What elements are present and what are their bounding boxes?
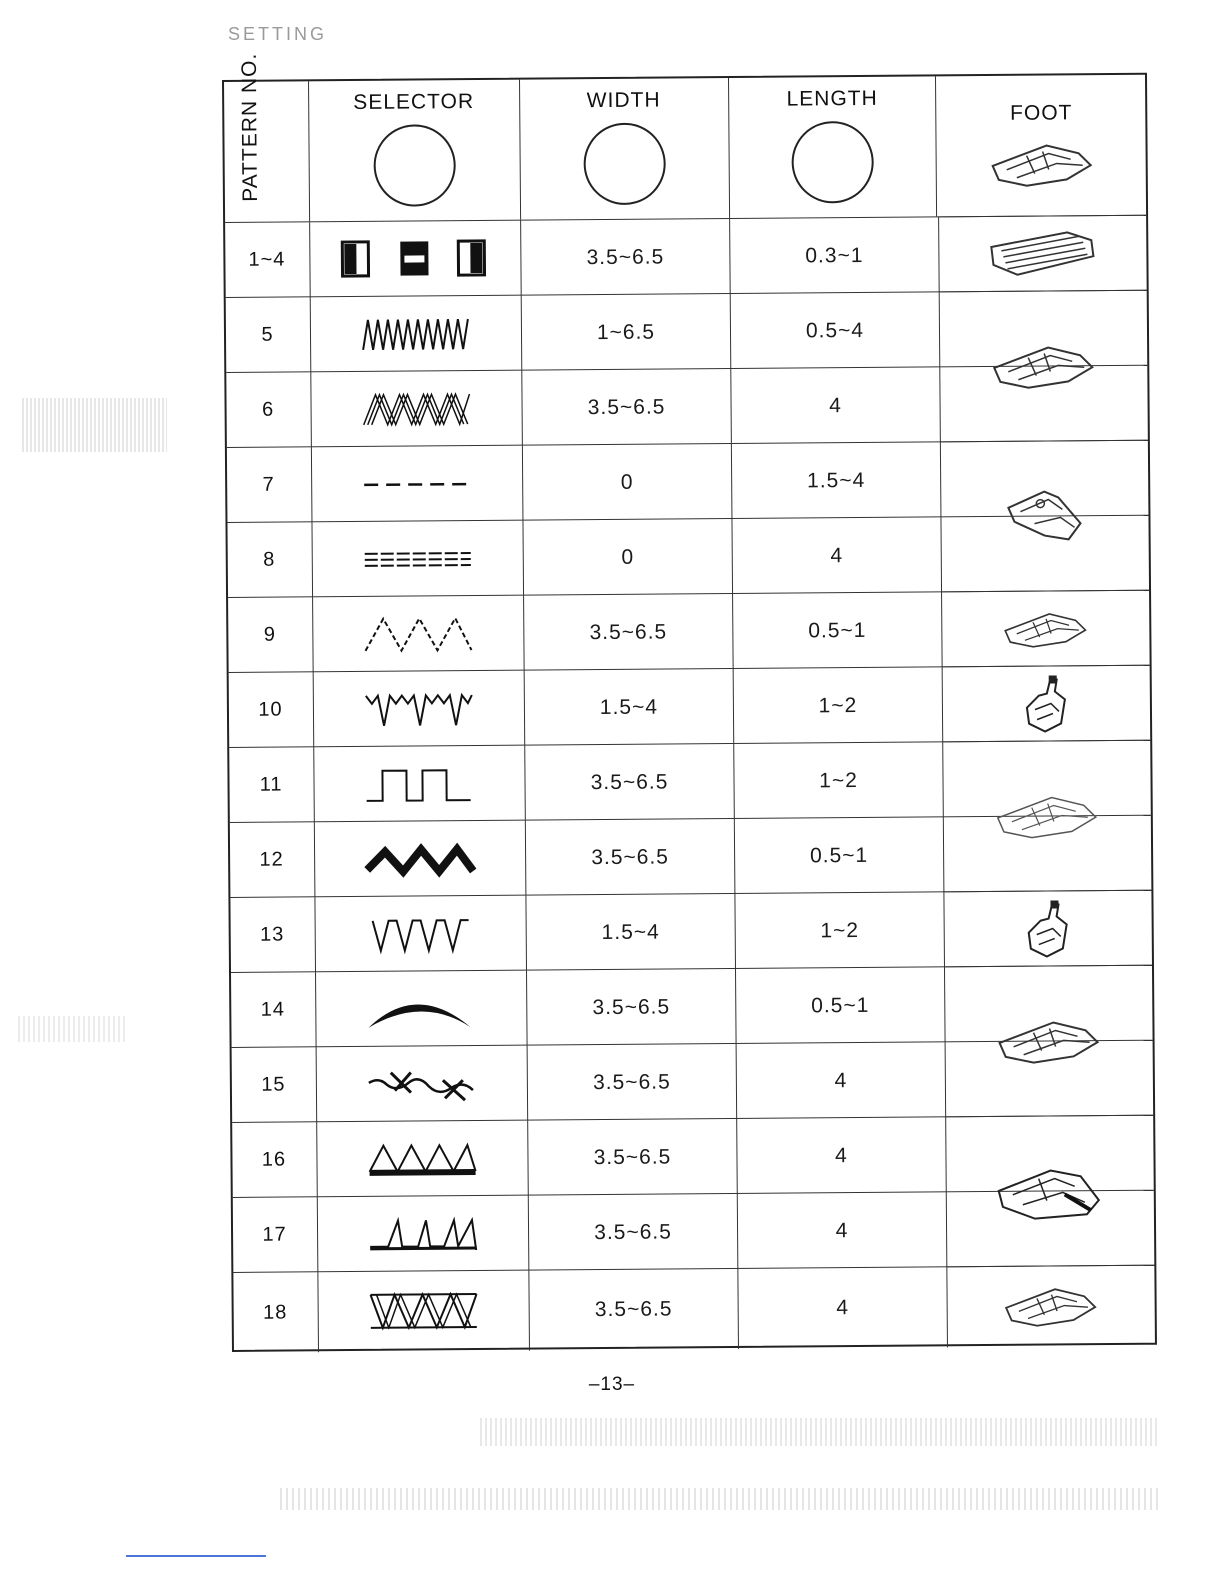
table-row: 1~4 3.5~6.5 0.3~1 (225, 215, 1147, 298)
table-row: 15 3.5~6.5 4 (232, 1040, 1154, 1123)
buttonhole-icon (340, 238, 490, 279)
table-row: 17 3.5~6.5 4 (233, 1190, 1155, 1273)
foot-cell (942, 740, 1151, 893)
triangle-overlock-icon (367, 1141, 477, 1178)
scan-noise (22, 398, 167, 452)
square-wave-icon (364, 766, 474, 803)
satin-zigzag-icon (365, 841, 475, 878)
table-row: 8 0 4 (227, 515, 1149, 598)
pattern-no-header: PATTERN NO. (237, 52, 262, 202)
zigzag-foot-icon (1000, 602, 1090, 657)
scan-noise (480, 1418, 1160, 1446)
foot-cell (945, 1115, 1154, 1268)
length-header: LENGTH (728, 76, 937, 218)
length-dial-icon (791, 121, 874, 204)
page-number: –13– (588, 1374, 636, 1395)
foot-cell (946, 1265, 1155, 1348)
blind-hem-icon (364, 691, 474, 728)
table-row: 7 0 1.5~4 (227, 440, 1149, 523)
table-row: 6 3.5~6.5 4 (226, 365, 1148, 448)
multi-zigzag-icon (363, 616, 473, 653)
overlock-foot-icon (995, 1160, 1105, 1223)
blind-hem-foot-icon (1021, 673, 1071, 735)
zigzag-foot-icon (986, 135, 1096, 194)
pattern-settings-table (222, 52, 1157, 1352)
table-row: 14 3.5~6.5 0.5~1 (231, 965, 1153, 1048)
straight-stitch-icon (362, 479, 472, 490)
buttonhole-foot-icon (987, 226, 1097, 283)
blind-hem-foot-icon (1022, 898, 1072, 960)
table-row: 9 3.5~6.5 0.5~1 (228, 590, 1150, 673)
width-header: WIDTH (519, 78, 728, 220)
table-row: 11 3.5~6.5 1~2 (229, 740, 1151, 823)
table-row: 10 1.5~4 1~2 (229, 665, 1151, 748)
blue-underline (126, 1555, 266, 1557)
cross-stitch-icon (367, 1066, 477, 1103)
double-overlock-icon (369, 1291, 479, 1332)
table-row: 5 1~6.5 0.5~4 (226, 290, 1148, 373)
zigzag-icon (361, 317, 471, 352)
scan-noise (280, 1488, 1160, 1510)
foot-cell (942, 665, 1151, 743)
table-row: 13 1.5~4 1~2 (230, 890, 1152, 973)
foot-cell (943, 890, 1152, 968)
page-header: SETTING (228, 24, 328, 44)
triple-zigzag-icon (361, 392, 471, 427)
foot-cell (938, 215, 1147, 293)
foot-cell (940, 440, 1149, 593)
table-row: 12 3.5~6.5 0.5~1 (230, 815, 1152, 898)
foot-header: FOOT (937, 75, 1146, 217)
foot-cell (944, 965, 1153, 1118)
selector-dial-icon (373, 124, 456, 207)
table-row: 16 3.5~6.5 4 (232, 1115, 1154, 1198)
selector-header: SELECTOR (308, 80, 519, 222)
zigzag-foot-icon (988, 337, 1098, 396)
zigzag-foot-icon (992, 787, 1102, 846)
scan-noise (18, 1016, 128, 1042)
triple-straight-icon (363, 551, 473, 568)
slant-overlock-icon (368, 1216, 478, 1253)
zigzag-foot-icon (993, 1012, 1103, 1071)
stretch-blind-hem-icon (371, 916, 471, 953)
table-row: 18 3.5~6.5 4 (233, 1265, 1155, 1353)
zigzag-foot-icon (1000, 1279, 1100, 1334)
zipper-foot-icon (1004, 483, 1085, 550)
foot-cell (941, 590, 1150, 668)
foot-cell (939, 290, 1148, 443)
width-dial-icon (583, 123, 666, 206)
crescent-icon (366, 989, 476, 1030)
